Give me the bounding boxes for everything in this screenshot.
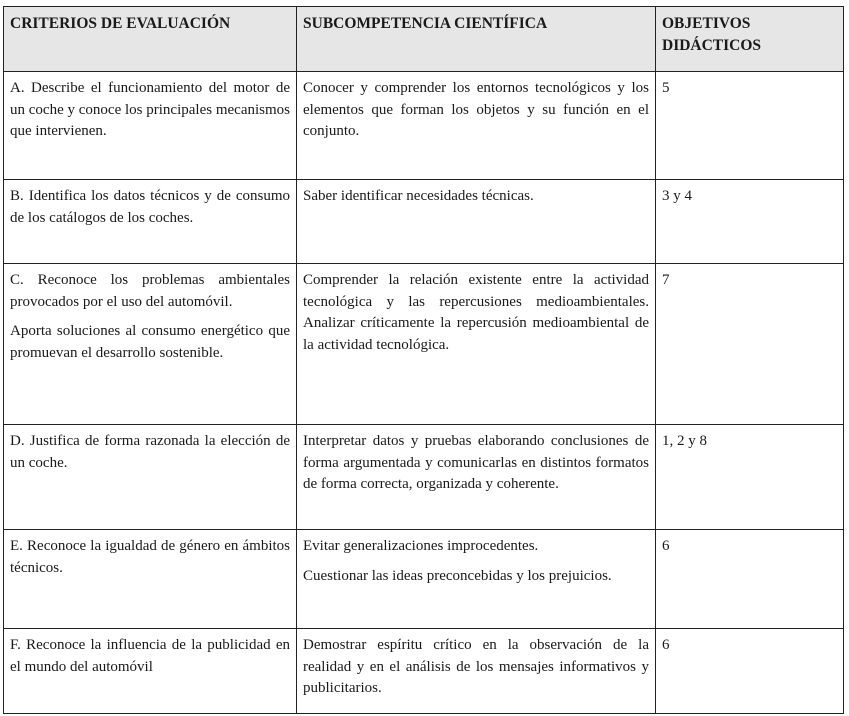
criterio-cell [4, 530, 297, 629]
subcompetencia-cell [297, 425, 656, 530]
header-subcompetencia: SUBCOMPETENCIA CIENTÍFICA [297, 7, 656, 72]
header-criterios: CRITERIOS DE EVALUACIÓN [4, 7, 297, 72]
criterio-cell-text: A. Describe el funcionamiento del motor de un coche y conoce los principales mecanismos que intervienen. [10, 80, 290, 139]
criterio-cell-text: B. Identifica los datos técnicos y de consumo de los catálogos de los coches. [10, 188, 290, 226]
objetivos-cell: 1, 2 y 8 [656, 425, 844, 530]
header-row [4, 7, 844, 72]
table-row [4, 425, 844, 530]
table-row [4, 264, 844, 425]
evaluation-table [3, 6, 844, 714]
objetivos-cell: 6 [656, 629, 844, 714]
subcompetencia-cell-text: Saber identificar necesidades técnicas. [303, 188, 534, 204]
criterio-cell [4, 425, 297, 530]
subcompetencia-cell [297, 180, 656, 264]
criterio-cell [4, 264, 297, 425]
objetivos-cell: 3 y 4 [656, 180, 844, 264]
criterio-cell-text: D. Justifica de forma razonada la elección de un coche. [10, 433, 290, 471]
criterio-cell-text: F. Reconoce la influencia de la publicidad en el mundo del automóvil [10, 637, 290, 675]
criterio-cell-text: E. Reconoce la igualdad de género en ámbitos técnicos. [10, 538, 290, 576]
table-row [4, 180, 844, 264]
objetivos-cell: 7 [656, 264, 844, 425]
objetivos-cell: 6 [656, 530, 844, 629]
subcompetencia-cell [297, 264, 656, 425]
subcompetencia-cell-text: Demostrar espíritu crítico en la observación de la realidad y en el análisis de los mensajes informativos y publicitarios. [303, 637, 649, 696]
subcompetencia-cell-text: Evitar generalizaciones improcedentes. [303, 538, 539, 554]
subcompetencia-cell [297, 72, 656, 180]
subcompetencia-cell-text: Comprender la relación existente entre la actividad tecnológica y las repercusiones medioambientales. Analizar críticamente la repercusión medioambiental de la actividad tecnológica. [303, 272, 649, 353]
subcompetencia-cell-text: Conocer y comprender los entornos tecnológicos y los elementos que forman los objetos y su función en el conjunto. [303, 80, 649, 139]
objetivos-cell: 5 [656, 72, 844, 180]
criterio-cell [4, 629, 297, 714]
table-row [4, 629, 844, 714]
header-objetivos: OBJETIVOS DIDÁCTICOS [656, 7, 844, 72]
table-row [4, 72, 844, 180]
criterio-cell [4, 180, 297, 264]
criterio-cell-text: Aporta soluciones al consumo energético que promuevan el desarrollo sostenible. [10, 323, 290, 361]
table-row [4, 530, 844, 629]
subcompetencia-cell-text: Cuestionar las ideas preconcebidas y los prejuicios. [303, 567, 612, 584]
subcompetencia-cell-text: Interpretar datos y pruebas elaborando conclusiones de forma argumentada y comunicarlas en distintos formatos de forma correcta, organizada y coherente. [303, 433, 649, 492]
criterio-cell [4, 72, 297, 180]
subcompetencia-cell [297, 629, 656, 714]
criterio-cell-text: C. Reconoce los problemas ambientales provocados por el uso del automóvil. [10, 272, 290, 310]
subcompetencia-cell [297, 530, 656, 629]
